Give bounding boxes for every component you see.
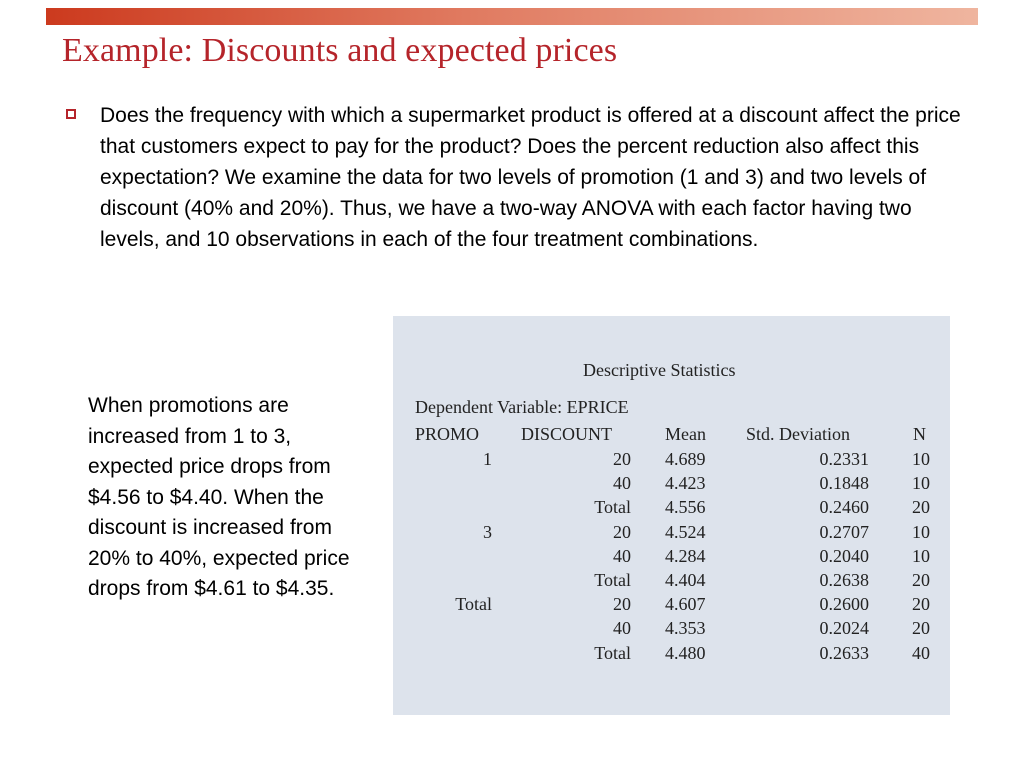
- cell-discount: 20: [613, 449, 631, 469]
- cell-promo: 1: [483, 449, 492, 469]
- header-discount: DISCOUNT: [521, 424, 613, 444]
- cell-std-deviation: 0.2633: [819, 642, 869, 663]
- cell-mean: 4.404: [665, 570, 706, 590]
- cell-std-deviation: 0.2638: [819, 570, 869, 590]
- cell-discount: Total: [594, 642, 631, 663]
- cell-discount: 40: [613, 618, 631, 639]
- cell-mean: 4.607: [665, 594, 706, 615]
- cell-std-deviation: 0.2460: [819, 497, 869, 518]
- cell-mean: 4.689: [665, 449, 706, 469]
- cell-n: 40: [912, 642, 930, 663]
- cell-std-deviation: 0.2600: [819, 594, 869, 615]
- cell-n: 10: [912, 449, 930, 469]
- cell-discount: 20: [613, 594, 631, 615]
- cell-std-deviation: 0.2331: [819, 449, 869, 469]
- cell-n: 10: [912, 473, 930, 494]
- header-promo: PROMO: [415, 424, 480, 444]
- side-note: When promotions are increased from 1 to 3, expected price drops from $4.56 to $4.40. When the discount is increased from 20% to 40%, expected price drops from $4.61 to $4.35.: [88, 394, 350, 600]
- cell-discount: Total: [594, 570, 631, 590]
- cell-std-deviation: 0.1848: [819, 473, 869, 494]
- header-n: N: [913, 424, 926, 444]
- hollow-square-bullet-icon: [66, 109, 76, 119]
- cell-mean: 4.480: [665, 642, 706, 663]
- cell-n: 20: [912, 618, 930, 639]
- cell-std-deviation: 0.2024: [819, 618, 869, 639]
- cell-n: 20: [912, 570, 930, 590]
- cell-n: 10: [912, 545, 930, 566]
- cell-n: 20: [912, 594, 930, 615]
- cell-mean: 4.423: [665, 473, 706, 494]
- slide-title: Example: Discounts and expected prices: [62, 32, 618, 69]
- cell-n: 20: [912, 497, 930, 518]
- cell-n: 10: [912, 521, 930, 542]
- cell-discount: 40: [613, 473, 631, 494]
- cell-discount: 20: [613, 521, 631, 542]
- header-gradient-bar: [46, 8, 978, 25]
- cell-mean: 4.353: [665, 618, 706, 639]
- descriptive-statistics-table: [393, 316, 950, 715]
- cell-promo: Total: [455, 594, 492, 615]
- cell-discount: 40: [613, 545, 631, 566]
- bullet-text: Does the frequency with which a supermarket product is offered at a discount affect the price that customers expect to pay for the product? Does the percent reduction also affect this expectation? We examine the data for two levels of promotion (1 and 3) and two levels of discount (40% and 20%). Thus, we have a two-way ANOVA with each factor having two levels, and 10 observations in each of the four treatment combinations.: [100, 104, 961, 251]
- cell-mean: 4.524: [665, 521, 706, 542]
- cell-mean: 4.556: [665, 497, 706, 518]
- cell-std-deviation: 0.2707: [819, 521, 869, 542]
- header-std-deviation: Std. Deviation: [746, 424, 850, 444]
- dependent-variable-label: Dependent Variable: EPRICE: [415, 397, 629, 417]
- header-mean: Mean: [665, 424, 706, 444]
- cell-promo: 3: [483, 521, 492, 542]
- cell-mean: 4.284: [665, 545, 706, 566]
- table-title: Descriptive Statistics: [583, 360, 736, 380]
- cell-discount: Total: [594, 497, 631, 518]
- cell-std-deviation: 0.2040: [819, 545, 869, 566]
